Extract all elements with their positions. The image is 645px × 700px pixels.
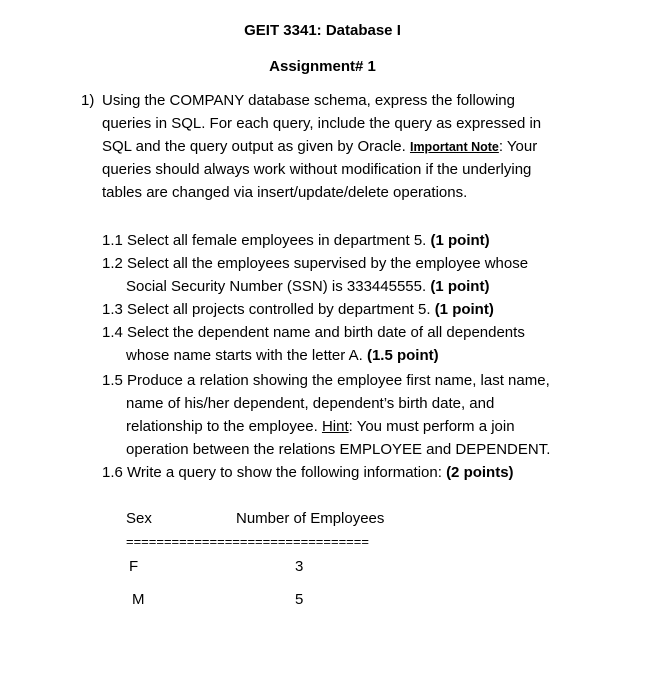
hint-label: Hint <box>321 418 349 435</box>
question-line: Using the COMPANY database schema, express the following <box>102 92 515 109</box>
subquestion-text: whose name starts with the letter A. <box>126 347 367 364</box>
points-label: (1 point) <box>430 232 490 249</box>
subquestion-1-1 <box>102 229 490 252</box>
document-title: GEIT 3341: Database I <box>244 22 401 39</box>
question-number: 1) <box>81 92 95 109</box>
question-line: queries in SQL. For each query, include the query as expressed in <box>102 115 542 132</box>
table-cell-count: 3 <box>295 558 304 575</box>
table-cell-sex: M <box>132 591 145 608</box>
table-cell-sex: F <box>129 558 139 575</box>
subquestion-1-4-continued <box>126 344 439 367</box>
question-line <box>102 135 537 159</box>
subquestion-1-5-continued <box>126 415 515 438</box>
subquestion-1-5: 1.5 Produce a relation showing the employee first name, last name, <box>102 372 550 389</box>
subquestion-text: : You must perform a join <box>348 418 515 435</box>
subquestion-1-5-continued: name of his/her dependent, dependent’s birth date, and <box>126 395 495 412</box>
question-text: : Your <box>498 138 538 155</box>
table-separator: ================================ <box>126 534 369 549</box>
important-note-label: Important Note <box>409 140 499 154</box>
subquestion-1-3 <box>102 298 494 321</box>
subquestion-text: 1.6 Write a query to show the following information: <box>102 464 447 481</box>
points-label: (1 point) <box>434 301 494 318</box>
table-header-count: Number of Employees <box>236 510 385 527</box>
subquestion-1-5-continued: operation between the relations EMPLOYEE and DEPENDENT. <box>126 441 551 458</box>
subquestion-1-6 <box>102 461 514 484</box>
table-header-sex: Sex <box>126 510 152 527</box>
question-text: SQL and the query output as given by Oracle. <box>102 138 410 155</box>
question-line: tables are changed via insert/update/delete operations. <box>102 184 468 201</box>
assignment-title: Assignment# 1 <box>269 58 376 75</box>
table-cell-count: 5 <box>295 591 304 608</box>
subquestion-1-2-continued <box>126 275 489 298</box>
points-label: (1 point) <box>430 278 490 295</box>
subquestion-text: 1.3 Select all projects controlled by department 5. <box>102 301 435 318</box>
subquestion-1-2: 1.2 Select all the employees supervised by the employee whose <box>102 255 529 272</box>
subquestion-1-4: 1.4 Select the dependent name and birth date of all dependents <box>102 324 525 341</box>
points-label: (1.5 point) <box>366 347 439 364</box>
subquestion-text: Social Security Number (SSN) is 333445555. <box>126 278 431 295</box>
points-label: (2 points) <box>446 464 514 481</box>
subquestion-text: 1.1 Select all female employees in department 5. <box>102 232 431 249</box>
subquestion-text: relationship to the employee. <box>126 418 322 435</box>
question-line: queries should always work without modification if the underlying <box>102 161 532 178</box>
